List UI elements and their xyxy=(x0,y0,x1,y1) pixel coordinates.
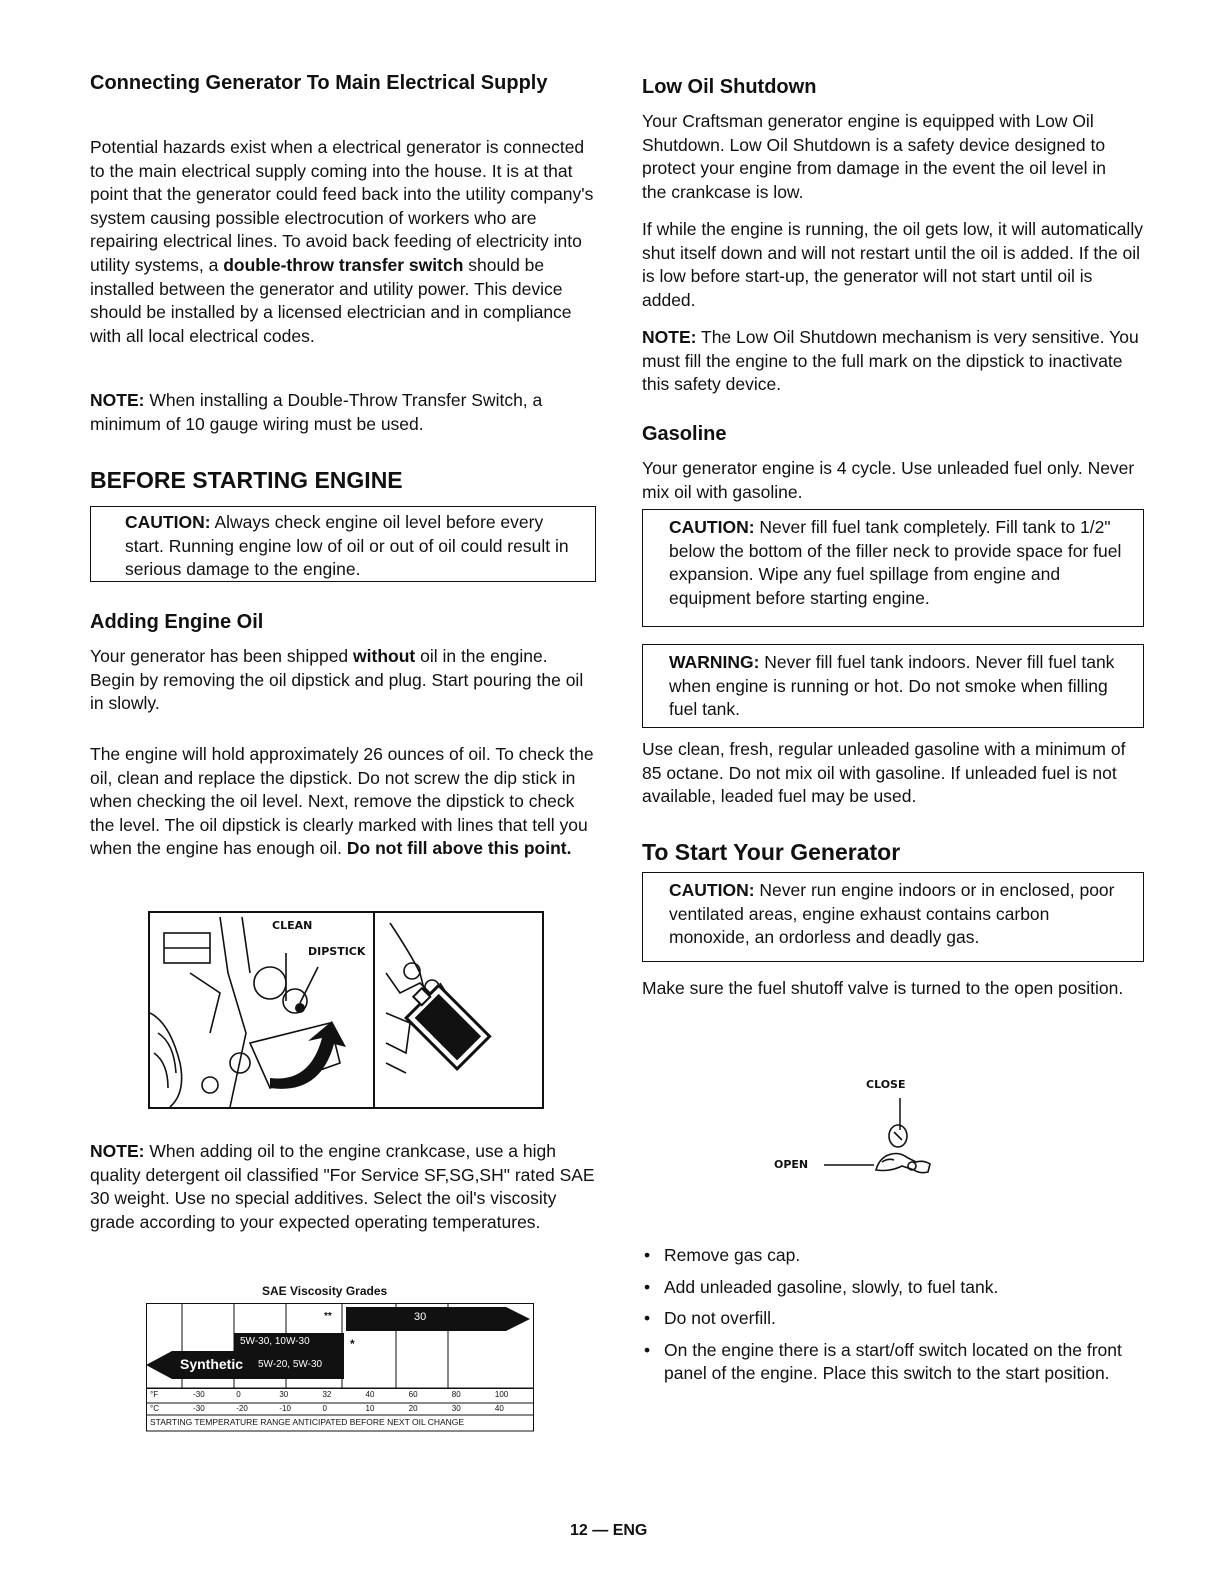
fuel-caution-text xyxy=(669,516,1131,610)
oil-grade-note-text: When adding oil to the engine crankcase, use a high quality detergent oil classified "For Service SF,SG,SH" rated SAE 30 weight. Use no special additives. Select the oil's viscosity grade according to your expected operating temperatures. xyxy=(90,1141,595,1232)
oil-caution-text xyxy=(125,511,583,582)
exhaust-caution-text xyxy=(669,879,1131,950)
fuel-valve-paragraph: Make sure the fuel shutoff valve is turned to the open position. xyxy=(642,978,1124,998)
dipstick-illustration xyxy=(150,913,542,1107)
caution-label-3: CAUTION: xyxy=(669,880,755,900)
fuel-warning-body: Never fill fuel tank indoors. Never fill fuel tank when engine is running or hot. Do not smoke when filling fuel tank. xyxy=(669,652,1115,720)
rotate-arrow-icon xyxy=(270,1021,346,1089)
before-starting-heading: BEFORE STARTING ENGINE xyxy=(90,467,403,493)
fuel-valve-diagram xyxy=(770,1078,970,1178)
close-label: CLOSE xyxy=(866,1078,906,1091)
celsius-tick-label: 30 xyxy=(451,1404,461,1413)
fahrenheit-ticks xyxy=(146,1390,534,1402)
synthetic-grades-label: 5W-20, 5W-30 xyxy=(258,1359,323,1370)
exhaust-caution-box xyxy=(642,872,1144,962)
caution-label: CAUTION: xyxy=(125,512,211,532)
connecting-heading: Connecting Generator To Main Electrical Supply xyxy=(90,72,548,94)
fahrenheit-tick-label: 80 xyxy=(451,1390,461,1399)
fahrenheit-tick-label: °F xyxy=(150,1390,159,1399)
warning-label: WARNING: xyxy=(669,652,760,672)
caution-label-2: CAUTION: xyxy=(669,517,755,537)
page-footer: 12 — ENG xyxy=(570,1522,648,1539)
without-emphasis: without xyxy=(353,646,416,666)
do-not-fill-emphasis: Do not fill above this point. xyxy=(346,838,572,859)
connecting-paragraph xyxy=(90,136,600,348)
multigrade-label: 5W-30, 10W-30 xyxy=(240,1336,310,1347)
asterisk-marker: * xyxy=(350,1337,355,1351)
sae30-bar xyxy=(346,1307,530,1331)
fahrenheit-tick-label: 0 xyxy=(236,1390,241,1399)
oil-caution-box xyxy=(90,506,596,582)
adding-oil-heading: Adding Engine Oil xyxy=(90,611,264,633)
fuel-caution-body: Never fill fuel tank completely. Fill tank to 1/2" below the bottom of the filler neck to provide space for fuel expansion. Wipe any fuel spillage from engine and equipment before starting engine. xyxy=(669,517,1122,608)
gasoline-paragraph-1: Your generator engine is 4 cycle. Use unleaded fuel only. Never mix oil with gasoline. xyxy=(642,458,1135,502)
dipstick-label: DIPSTICK xyxy=(308,945,366,958)
note-label-2: NOTE: xyxy=(90,1141,145,1161)
adding-oil-paragraph-1 xyxy=(90,645,595,716)
adding-oil-text-a: Your generator has been shipped xyxy=(90,646,354,666)
fahrenheit-tick-label: 60 xyxy=(408,1390,418,1399)
note-label-3: NOTE: xyxy=(642,327,697,347)
fahrenheit-tick-label: -30 xyxy=(193,1390,205,1399)
double-asterisk-marker: ** xyxy=(324,1311,332,1322)
list-item: • Do not overfill. xyxy=(644,1308,776,1329)
sae30-label: 30 xyxy=(414,1311,427,1323)
low-oil-paragraph-1: Your Craftsman generator engine is equipped with Low Oil Shutdown. Low Oil Shutdown is a safety device designed to protect your engine from damage in the event the oil level in the crankcase is low. xyxy=(642,111,1107,202)
celsius-tick-label: -20 xyxy=(236,1404,248,1413)
fahrenheit-tick-label: 32 xyxy=(322,1390,332,1399)
clean-label: CLEAN xyxy=(272,919,313,932)
low-oil-heading: Low Oil Shutdown xyxy=(642,76,817,98)
celsius-tick-label: 40 xyxy=(494,1404,504,1413)
exhaust-caution-body: Never run engine indoors or in enclosed, poor ventilated areas, engine exhaust contains carbon monoxide, an ordorless and deadly gas. xyxy=(669,880,1115,948)
connecting-note xyxy=(90,389,600,436)
celsius-tick-label: 10 xyxy=(365,1404,375,1413)
fuel-warning-box xyxy=(642,644,1144,728)
fuel-valve-icon xyxy=(770,1078,970,1178)
celsius-tick-label: 0 xyxy=(322,1404,327,1413)
celsius-tick-label: -10 xyxy=(279,1404,291,1413)
start-heading: To Start Your Generator xyxy=(642,839,901,865)
start-steps-list xyxy=(642,1244,1142,1394)
fahrenheit-tick-label: 40 xyxy=(365,1390,375,1399)
fahrenheit-tick-label: 100 xyxy=(494,1390,509,1399)
fahrenheit-tick-label: 30 xyxy=(279,1390,289,1399)
dipstick-figure xyxy=(148,911,544,1109)
transfer-switch-emphasis: double-throw transfer switch xyxy=(223,254,464,275)
fuel-warning-text xyxy=(669,651,1131,722)
low-oil-note-text: The Low Oil Shutdown mechanism is very sensitive. You must fill the engine to the full mark on the dipstick to inactivate this safety device. xyxy=(642,327,1139,395)
connecting-text-b: should be installed between the generator and utility power. This device should be installed by a licensed electrician and in compliance with all local electrical codes. xyxy=(90,254,572,346)
celsius-tick-label: -30 xyxy=(193,1404,205,1413)
oil-grade-note xyxy=(90,1140,596,1234)
gasoline-paragraph-2: Use clean, fresh, regular unleaded gasoline with a minimum of 85 octane. Do not mix oil with gasoline. If unleaded fuel is not available, leaded fuel may be used. xyxy=(642,739,1126,807)
low-oil-paragraph-2: If while the engine is running, the oil gets low, it will automatically shut itself down and will not restart until the oil is added. If the oil is low before start-up, the generator will not start until oil is added. xyxy=(642,219,1143,310)
adding-oil-paragraph-2 xyxy=(90,743,595,861)
note-label: NOTE: xyxy=(90,390,145,410)
connecting-text-a: Potential hazards exist when a electrical generator is connected to the main electrical supply coming into the house. It is at that point that the generator could feed back into the utility company's system causing possible electrocution of workers who are repairing electrical lines. To avoid back feeding of electricity into utility systems, a xyxy=(90,137,594,275)
viscosity-chart-title: SAE Viscosity Grades xyxy=(262,1284,388,1298)
list-item: • Add unleaded gasoline, slowly, to fuel tank. xyxy=(644,1276,999,1297)
oil-bottle-icon xyxy=(399,978,490,1069)
viscosity-chart xyxy=(146,1303,534,1433)
celsius-tick-label: 20 xyxy=(408,1404,418,1413)
viscosity-caption: STARTING TEMPERATURE RANGE ANTICIPATED BEFORE NEXT OIL CHANGE xyxy=(150,1417,465,1427)
open-label: OPEN xyxy=(774,1158,809,1171)
celsius-ticks xyxy=(146,1404,534,1416)
gasoline-heading: Gasoline xyxy=(642,423,727,445)
adding-oil-text-b: oil in the engine. Begin by removing the oil dipstick and plug. Start pouring the oil in slowly. xyxy=(90,646,584,714)
celsius-tick-label: °C xyxy=(150,1404,159,1413)
low-oil-note xyxy=(642,326,1147,397)
list-item: • On the engine there is a start/off switch located on the front panel of the engine. Place this switch to the start position. xyxy=(644,1339,1122,1384)
list-item: • Remove gas cap. xyxy=(644,1245,801,1265)
fuel-caution-box xyxy=(642,509,1144,627)
adding-oil-text-c: The engine will hold approximately 26 ounces of oil. To check the oil, clean and replace the dipstick. Do not screw the dip stick in when checking the oil level. Next, remove the dipstick to check the level. The oil dipstick is clearly marked with lines that tell you when the engine has enough oil. xyxy=(90,744,594,859)
note-text: When installing a Double-Throw Transfer Switch, a minimum of 10 gauge wiring must be used. xyxy=(90,390,543,434)
synthetic-label: Synthetic xyxy=(180,1356,244,1372)
caution-text: Always check engine oil level before every start. Running engine low of oil or out of oil could result in serious damage to the engine. xyxy=(125,512,569,580)
